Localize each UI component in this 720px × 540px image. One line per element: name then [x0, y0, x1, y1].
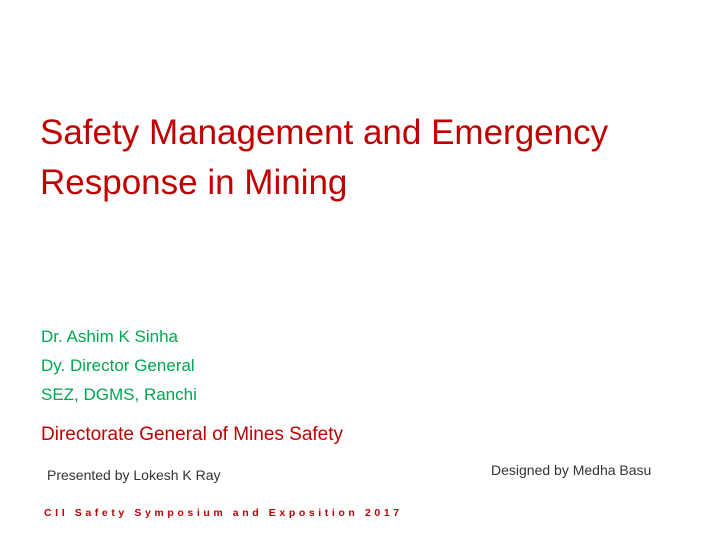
presenter-details — [41, 322, 441, 409]
slide-title-line-1: Safety Management and Emergency — [40, 113, 609, 152]
presenter-name: Dr. Ashim K Sinha — [41, 327, 179, 346]
slide-title-line-2: Response in Mining — [40, 163, 348, 202]
designed-by-credit: Designed by Medha Basu — [491, 462, 652, 478]
presented-by-credit: Presented by Lokesh K Ray — [47, 467, 221, 483]
slide-title — [40, 108, 680, 208]
organization-name: Directorate General of Mines Safety — [41, 424, 344, 445]
presenter-designation: Dy. Director General — [41, 356, 195, 375]
presenter-office: SEZ, DGMS, Ranchi — [41, 385, 197, 404]
event-name: CII Safety Symposium and Exposition 2017 — [44, 507, 403, 519]
